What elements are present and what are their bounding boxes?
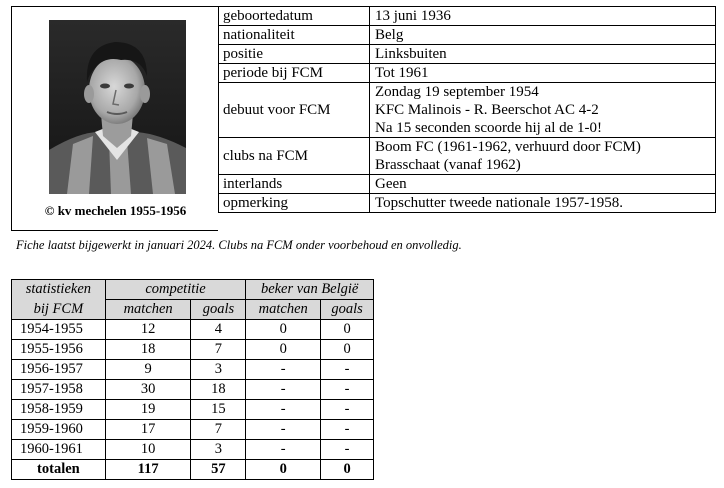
comp-goals-cell: 18 <box>191 380 246 400</box>
stats-row <box>12 340 374 360</box>
info-value-line: Topschutter tweede nationale 1957-1958. <box>375 195 624 211</box>
season-cell: 1955-1956 <box>12 340 106 360</box>
photo-caption: © kv mechelen 1955-1956 <box>44 203 187 218</box>
header-stat-sub: bij FCM <box>12 300 106 320</box>
header-comp-matchen: matchen <box>105 300 191 320</box>
info-label: interlands <box>219 175 370 194</box>
info-row <box>219 7 716 26</box>
season-cell: 1958-1959 <box>12 400 106 420</box>
info-value-line: 13 juni 1936 <box>375 8 451 24</box>
cup-matchen-cell: 0 <box>246 340 321 360</box>
info-value <box>370 64 716 83</box>
info-label: positie <box>219 45 370 64</box>
comp-matchen-cell: 17 <box>105 420 191 440</box>
comp-goals-cell: 4 <box>191 320 246 340</box>
comp-matchen-cell: 18 <box>105 340 191 360</box>
comp-matchen-cell: 30 <box>105 380 191 400</box>
cup-matchen-cell: - <box>246 440 321 460</box>
header-comp-goals: goals <box>191 300 246 320</box>
info-value-line: Brasschaat (vanaf 1962) <box>375 157 521 173</box>
info-value <box>370 194 716 213</box>
season-cell: 1960-1961 <box>12 440 106 460</box>
comp-goals-cell: 7 <box>191 420 246 440</box>
portrait-icon <box>49 20 186 194</box>
comp-goals-cell: 7 <box>191 340 246 360</box>
cup-goals-cell: - <box>321 440 374 460</box>
cup-matchen-cell: - <box>246 420 321 440</box>
info-row <box>219 138 716 175</box>
totals-cup-goals: 0 <box>321 460 374 480</box>
season-cell: 1957-1958 <box>12 380 106 400</box>
season-cell: 1959-1960 <box>12 420 106 440</box>
info-label: debuut voor FCM <box>219 83 370 138</box>
cup-goals-cell: 0 <box>321 320 374 340</box>
comp-goals-cell: 3 <box>191 440 246 460</box>
cup-goals-cell: - <box>321 420 374 440</box>
cup-goals-cell: 0 <box>321 340 374 360</box>
cup-goals-cell: - <box>321 360 374 380</box>
info-value <box>370 83 716 138</box>
info-value-line: Linksbuiten <box>375 46 447 62</box>
cup-matchen-cell: - <box>246 400 321 420</box>
stats-row <box>12 420 374 440</box>
totals-comp-goals: 57 <box>191 460 246 480</box>
stats-table <box>11 279 374 480</box>
info-row <box>219 83 716 138</box>
comp-goals-cell: 15 <box>191 400 246 420</box>
info-value <box>370 138 716 175</box>
info-label: clubs na FCM <box>219 138 370 175</box>
comp-matchen-cell: 10 <box>105 440 191 460</box>
info-row <box>219 175 716 194</box>
cup-matchen-cell: 0 <box>246 320 321 340</box>
info-label: geboortedatum <box>219 7 370 26</box>
player-info-table <box>218 6 716 213</box>
update-note: Fiche laatst bijgewerkt in januari 2024. Clubs na FCM onder voorbehoud en onvolledig. <box>16 238 462 252</box>
info-label: periode bij FCM <box>219 64 370 83</box>
cup-matchen-cell: - <box>246 380 321 400</box>
season-cell: 1954-1955 <box>12 320 106 340</box>
season-cell: 1956-1957 <box>12 360 106 380</box>
info-row <box>219 194 716 213</box>
info-value <box>370 7 716 26</box>
header-cup-goals: goals <box>321 300 374 320</box>
totals-label: totalen <box>12 460 106 480</box>
info-row <box>219 64 716 83</box>
info-value-line: Zondag 19 september 1954 <box>375 84 539 100</box>
header-beker: beker van België <box>246 280 374 300</box>
info-value-line: Boom FC (1961-1962, verhuurd door FCM) <box>375 139 641 155</box>
header-competitie: competitie <box>105 280 246 300</box>
info-value <box>370 45 716 64</box>
stats-row <box>12 360 374 380</box>
stats-row <box>12 440 374 460</box>
info-value-line: Geen <box>375 176 407 192</box>
stats-row <box>12 380 374 400</box>
info-value <box>370 175 716 194</box>
comp-matchen-cell: 12 <box>105 320 191 340</box>
info-row <box>219 26 716 45</box>
info-row <box>219 45 716 64</box>
totals-comp-matchen: 117 <box>105 460 191 480</box>
cup-matchen-cell: - <box>246 360 321 380</box>
info-label: nationaliteit <box>219 26 370 45</box>
header-stat: statistieken <box>12 280 106 300</box>
info-value-line: Belg <box>375 27 404 43</box>
player-portrait-photo <box>49 20 186 194</box>
comp-matchen-cell: 9 <box>105 360 191 380</box>
totals-row <box>12 460 374 480</box>
info-label: opmerking <box>219 194 370 213</box>
info-value <box>370 26 716 45</box>
stats-row <box>12 320 374 340</box>
photo-cell <box>11 6 218 231</box>
comp-goals-cell: 3 <box>191 360 246 380</box>
info-value-line: Na 15 seconden scoorde hij al de 1-0! <box>375 120 603 136</box>
stats-row <box>12 400 374 420</box>
totals-cup-matchen: 0 <box>246 460 321 480</box>
cup-goals-cell: - <box>321 400 374 420</box>
cup-goals-cell: - <box>321 380 374 400</box>
info-value-line: KFC Malinois - R. Beerschot AC 4-2 <box>375 102 599 118</box>
comp-matchen-cell: 19 <box>105 400 191 420</box>
info-value-line: Tot 1961 <box>375 65 429 81</box>
header-cup-matchen: matchen <box>246 300 321 320</box>
